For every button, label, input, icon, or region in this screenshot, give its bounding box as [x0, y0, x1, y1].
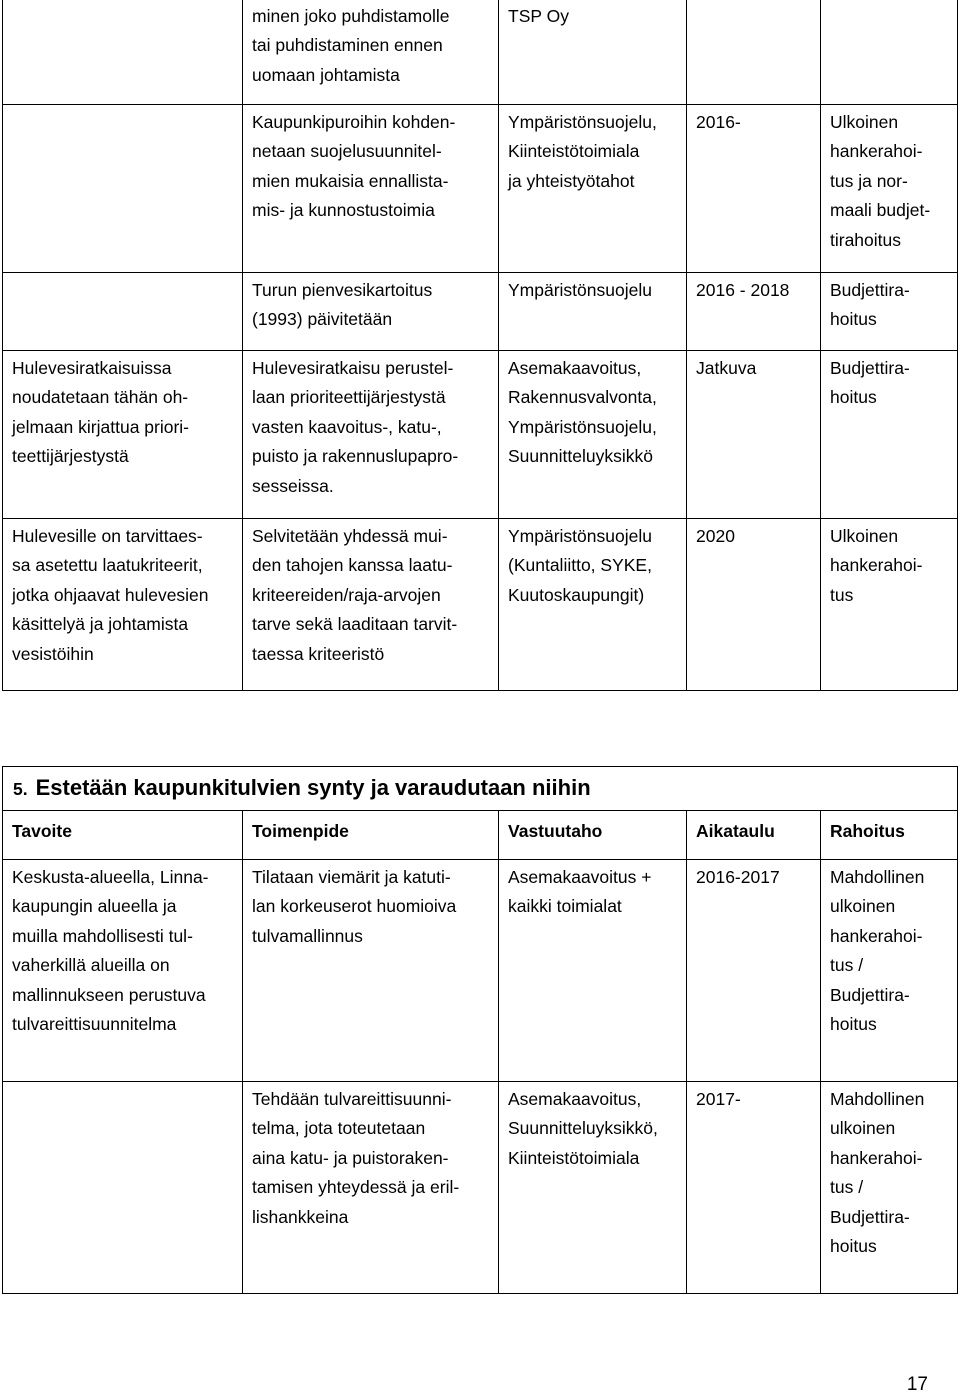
schedule-cell: Jatkuva — [687, 351, 821, 519]
schedule-cell: 2017- — [687, 1082, 821, 1294]
funding-cell: Mahdollinen ulkoinen hankerahoi- tus / Budjettira- hoitus — [821, 1082, 958, 1294]
funding-cell — [821, 0, 958, 105]
responsible-cell: Asemakaavoitus, Suunnitteluyksikkö, Kiinteistötoimiala — [499, 1082, 687, 1294]
header-action: Toimenpide — [243, 811, 499, 860]
goal-cell — [3, 273, 243, 351]
table-row — [3, 351, 958, 519]
funding-cell: Ulkoinen hankerahoi- tus — [821, 519, 958, 691]
goal-cell — [3, 105, 243, 273]
schedule-cell: 2016- — [687, 105, 821, 273]
section-title — [3, 767, 958, 811]
table-row — [3, 0, 958, 105]
funding-cell: Ulkoinen hankerahoi- tus ja nor- maali budjet- tirahoitus — [821, 105, 958, 273]
action-cell: minen joko puhdistamolle tai puhdistaminen ennen uomaan johtamista — [243, 0, 499, 105]
table-row — [3, 273, 958, 351]
responsible-cell: Ympäristönsuojelu — [499, 273, 687, 351]
goal-cell — [3, 1082, 243, 1294]
action-cell: Tilataan viemärit ja katuti- lan korkeuserot huomioiva tulvamallinnus — [243, 860, 499, 1082]
schedule-cell: 2020 — [687, 519, 821, 691]
responsible-cell: TSP Oy — [499, 0, 687, 105]
table-row — [3, 519, 958, 691]
action-cell: Hulevesiratkaisu perustel- laan prioriteettijärjestystä vasten kaavoitus-, katu-, puisto ja rakennuslupapro- sesseissa. — [243, 351, 499, 519]
goal-cell: Hulevesille on tarvittaes- sa asetettu laatukriteerit, jotka ohjaavat hulevesien käsittelyä ja johtamista vesistöihin — [3, 519, 243, 691]
schedule-cell: 2016 - 2018 — [687, 273, 821, 351]
action-cell: Kaupunkipuroihin kohden- netaan suojelusuunnitel- mien mukaisia ennallista- mis- ja kunnostustoimia — [243, 105, 499, 273]
table-row — [3, 860, 958, 1082]
header-funding: Rahoitus — [821, 811, 958, 860]
goal-cell: Keskusta-alueella, Linna- kaupungin alueella ja muilla mahdollisesti tul- vaherkillä alueilla on mallinnukseen perustuva tulvareittisuunnitelma — [3, 860, 243, 1082]
header-schedule: Aikataulu — [687, 811, 821, 860]
section-heading: Estetään kaupunkitulvien synty ja varaudutaan niihin — [35, 775, 591, 800]
action-cell: Selvitetään yhdessä mui- den tahojen kanssa laatu- kriteereiden/raja-arvojen tarve sekä laaditaan tarvit- taessa kriteeristö — [243, 519, 499, 691]
responsible-cell: Ympäristönsuojelu (Kuntaliitto, SYKE, Kuutoskaupungit) — [499, 519, 687, 691]
funding-cell: Budjettira- hoitus — [821, 351, 958, 519]
goal-cell: Hulevesiratkaisuissa noudatetaan tähän oh- jelmaan kirjattua priori- teettijärjestystä — [3, 351, 243, 519]
action-cell: Tehdään tulvareittisuunni- telma, jota toteutetaan aina katu- ja puistoraken- tamisen yhteydessä ja eril- lishankkeina — [243, 1082, 499, 1294]
action-cell: Turun pienvesikartoitus (1993) päivitetään — [243, 273, 499, 351]
responsible-cell: Asemakaavoitus, Rakennusvalvonta, Ympäristönsuojelu, Suunnitteluyksikkö — [499, 351, 687, 519]
schedule-cell — [687, 0, 821, 105]
responsible-cell: Ympäristönsuojelu, Kiinteistötoimiala ja yhteistyötahot — [499, 105, 687, 273]
header-row — [3, 811, 958, 860]
section-number: 5. — [13, 779, 28, 799]
responsible-cell: Asemakaavoitus + kaikki toimialat — [499, 860, 687, 1082]
funding-cell: Budjettira- hoitus — [821, 273, 958, 351]
header-goal: Tavoite — [3, 811, 243, 860]
section-5-table — [2, 766, 958, 1294]
section-title-row — [3, 767, 958, 811]
funding-cell: Mahdollinen ulkoinen hankerahoi- tus / Budjettira- hoitus — [821, 860, 958, 1082]
measures-table-continued — [2, 0, 958, 691]
schedule-cell: 2016-2017 — [687, 860, 821, 1082]
table-row — [3, 105, 958, 273]
goal-cell — [3, 0, 243, 105]
page-number: 17 — [906, 1374, 928, 1395]
table-row — [3, 1082, 958, 1294]
header-responsible: Vastuutaho — [499, 811, 687, 860]
